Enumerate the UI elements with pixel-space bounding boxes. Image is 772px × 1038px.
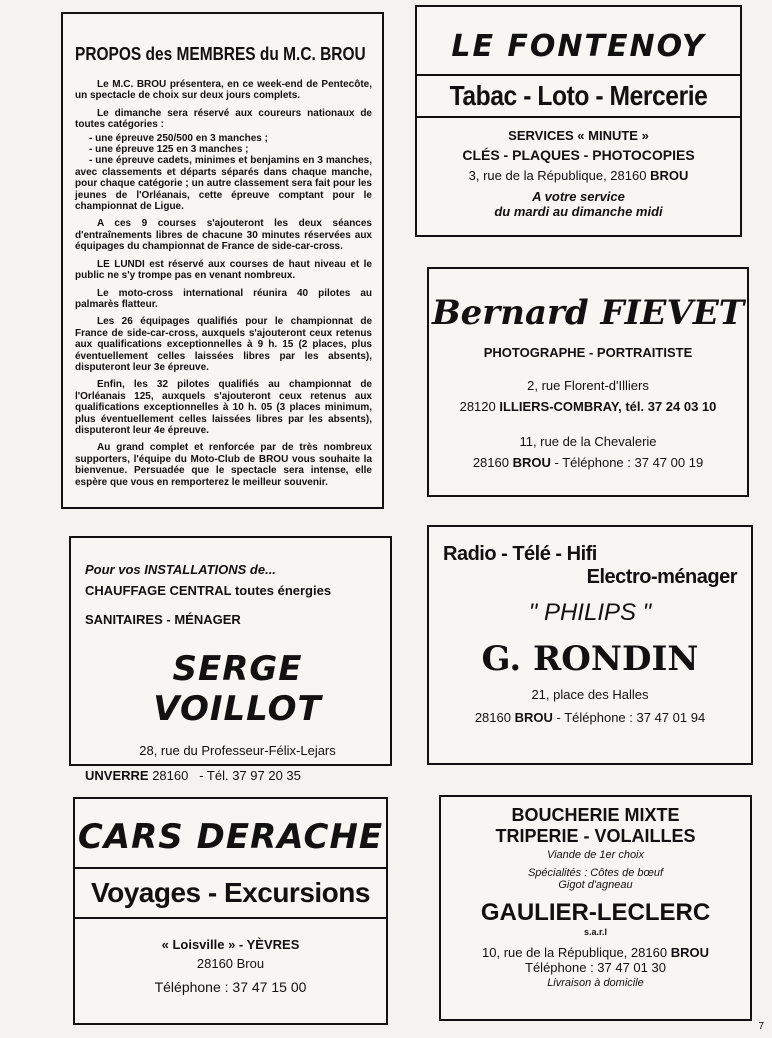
ad-fievet bbox=[427, 267, 749, 497]
fievet-postal1: 28120 bbox=[459, 399, 496, 414]
fontenoy-city: BROU bbox=[650, 168, 689, 183]
gaulier-spec1: Spécialités : Côtes de bœuf bbox=[527, 867, 664, 879]
fievet-logo: Bernard FIEVET bbox=[431, 293, 745, 333]
derache-address: « Loisville » - YÈVRES bbox=[161, 937, 300, 952]
fontenoy-service2: du mardi au dimanche midi bbox=[494, 204, 663, 219]
rondin-address: 21, place des Halles bbox=[531, 687, 649, 702]
voillot-line2: SANITAIRES - MÉNAGER bbox=[85, 612, 241, 627]
rondin-brand: " PHILIPS " bbox=[528, 599, 652, 626]
article-box bbox=[61, 12, 384, 509]
derache-logo: CARS DERACHE bbox=[77, 817, 384, 857]
fontenoy-logo: LE FONTENOY bbox=[451, 29, 706, 64]
fontenoy-services: SERVICES « MINUTE » bbox=[508, 128, 649, 143]
ad-rondin bbox=[427, 525, 753, 765]
gaulier-spec2: Gigot d'agneau bbox=[558, 879, 633, 891]
divider bbox=[75, 917, 386, 919]
rondin-postal: 28160 bbox=[474, 710, 511, 725]
voillot-line1: CHAUFFAGE CENTRAL toutes énergies bbox=[85, 583, 332, 598]
voillot-tel: - Tél. 37 97 20 35 bbox=[199, 768, 301, 783]
gaulier-name: GAULIER-LECLERC bbox=[480, 899, 711, 926]
article-title: PROPOS des MEMBRES du M.C. BROU bbox=[75, 44, 366, 64]
gaulier-line1: BOUCHERIE MIXTE bbox=[511, 805, 680, 825]
gaulier-address: 10, rue de la République, 28160 bbox=[482, 945, 668, 960]
gaulier-choice: Viande de 1er choix bbox=[546, 849, 645, 861]
divider bbox=[417, 116, 740, 118]
gaulier-delivery: Livraison à domicile bbox=[547, 977, 644, 989]
ad-fontenoy bbox=[415, 5, 742, 237]
voillot-intro: Pour vos INSTALLATIONS de... bbox=[85, 562, 276, 577]
gaulier-sarl: s.a.r.l bbox=[583, 927, 608, 937]
rondin-line1: Radio - Télé - Hifi bbox=[443, 543, 597, 565]
voillot-postal: 28160 bbox=[152, 768, 189, 783]
gaulier-line2: TRIPERIE - VOLAILLES bbox=[495, 826, 696, 846]
rondin-name: G. RONDIN bbox=[481, 639, 699, 679]
article-paragraph: LE LUNDI est réservé aux courses de haut niveau et le public ne s'y trompe pas en venant nombreux. bbox=[75, 258, 372, 282]
article-list-item: - une épreuve 250/500 en 3 manches ; bbox=[89, 132, 268, 144]
article-list-item: - une épreuve cadets, minimes et benjamins en 3 manches, avec classements et départs séparés dans chaque manche, pour chaque catégorie ; un autre classement sera fait pour les jeunes de l'Orléanais, cette épreuve comptant pour le championnat de Ligue. bbox=[75, 155, 372, 213]
fievet-postal2: 28160 bbox=[472, 455, 509, 470]
article-paragraph: Le dimanche sera réservé aux coureurs nationaux de toutes catégories : bbox=[75, 107, 372, 131]
divider bbox=[75, 867, 386, 869]
fievet-city1: ILLIERS-COMBRAY, bbox=[499, 399, 622, 414]
gaulier-city: BROU bbox=[670, 945, 709, 960]
page-number: 7 bbox=[758, 1021, 764, 1032]
article-paragraph: Les 26 équipages qualifiés pour le championnat de France de side-car-cross, auxquels s'ajouteront ceux retenus aux qualifications exceptionnelles à 9 h. 15 (2 places, plus éventuellement celles laissées libres par les absents), disputeront leur 3e épreuve. bbox=[75, 316, 372, 373]
voillot-city: UNVERRE bbox=[85, 768, 149, 783]
ad-voillot bbox=[69, 536, 392, 783]
rondin-line2: Electro-ménager bbox=[586, 566, 737, 588]
fievet-address1: 2, rue Florent-d'Illiers bbox=[527, 378, 649, 393]
fievet-tel1: tél. 37 24 03 10 bbox=[625, 399, 717, 414]
rondin-city: BROU bbox=[514, 710, 553, 725]
fievet-address2: 11, rue de la Chevalerie bbox=[519, 434, 657, 449]
derache-tel: Téléphone : 37 47 15 00 bbox=[154, 979, 307, 995]
article-paragraph: Le M.C. BROU présentera, en ce week-end de Pentecôte, un spectacle de choix sur deux jours complets. bbox=[75, 79, 372, 102]
fontenoy-address: 3, rue de la République, 28160 bbox=[468, 168, 647, 183]
article-paragraph: Le moto-cross international réunira 40 pilotes au palmarès flatteur. bbox=[75, 287, 372, 310]
fontenoy-list: CLÉS - PLAQUES - PHOTOCOPIES bbox=[462, 147, 695, 163]
divider bbox=[417, 74, 740, 76]
ad-gaulier bbox=[439, 795, 752, 1021]
derache-city: 28160 Brou bbox=[196, 956, 265, 971]
article-paragraph: Au grand complet et renforcée par de très nombreux supporters, l'équipe du Moto-Club de BROU vous souhaite la bienvenue. Persuadée que le spectacle sera intense, elle espère que vous en remporterez le meilleur souvenir. bbox=[75, 442, 372, 488]
article-paragraph: Enfin, les 32 pilotes qualifiés au championnat de l'Orléanais 125, auxquels s'ajouteront ceux retenus aux qualifications exceptionnelles à 10 h. 05 (3 places minimum, plus éventuellement celles laissées libres par les absents), disputeront leur 4e épreuve. bbox=[75, 379, 372, 436]
fontenoy-service1: A votre service bbox=[532, 189, 625, 204]
voillot-logo: SERGE VOILLOT bbox=[153, 649, 322, 729]
article-list-item: - une épreuve 125 en 3 manches ; bbox=[89, 144, 249, 156]
voillot-address: 28, rue du Professeur-Félix-Lejars bbox=[139, 743, 336, 758]
gaulier-tel: Téléphone : 37 47 01 30 bbox=[525, 960, 666, 975]
fievet-tel2: - Téléphone : 37 47 00 19 bbox=[554, 455, 704, 470]
rondin-tel: - Téléphone : 37 47 01 94 bbox=[556, 710, 706, 725]
derache-trade: Voyages - Excursions bbox=[91, 877, 370, 908]
article-paragraph: A ces 9 courses s'ajouteront les deux séances d'entraînements libres de chacune 30 minutes réservées aux équipages du championnat de France de side-car-cross. bbox=[75, 218, 372, 253]
fontenoy-trade: Tabac - Loto - Mercerie bbox=[449, 80, 708, 111]
fievet-trade: PHOTOGRAPHE - PORTRAITISTE bbox=[483, 345, 693, 360]
ad-derache bbox=[73, 797, 388, 1025]
fievet-city2: BROU bbox=[512, 455, 551, 470]
